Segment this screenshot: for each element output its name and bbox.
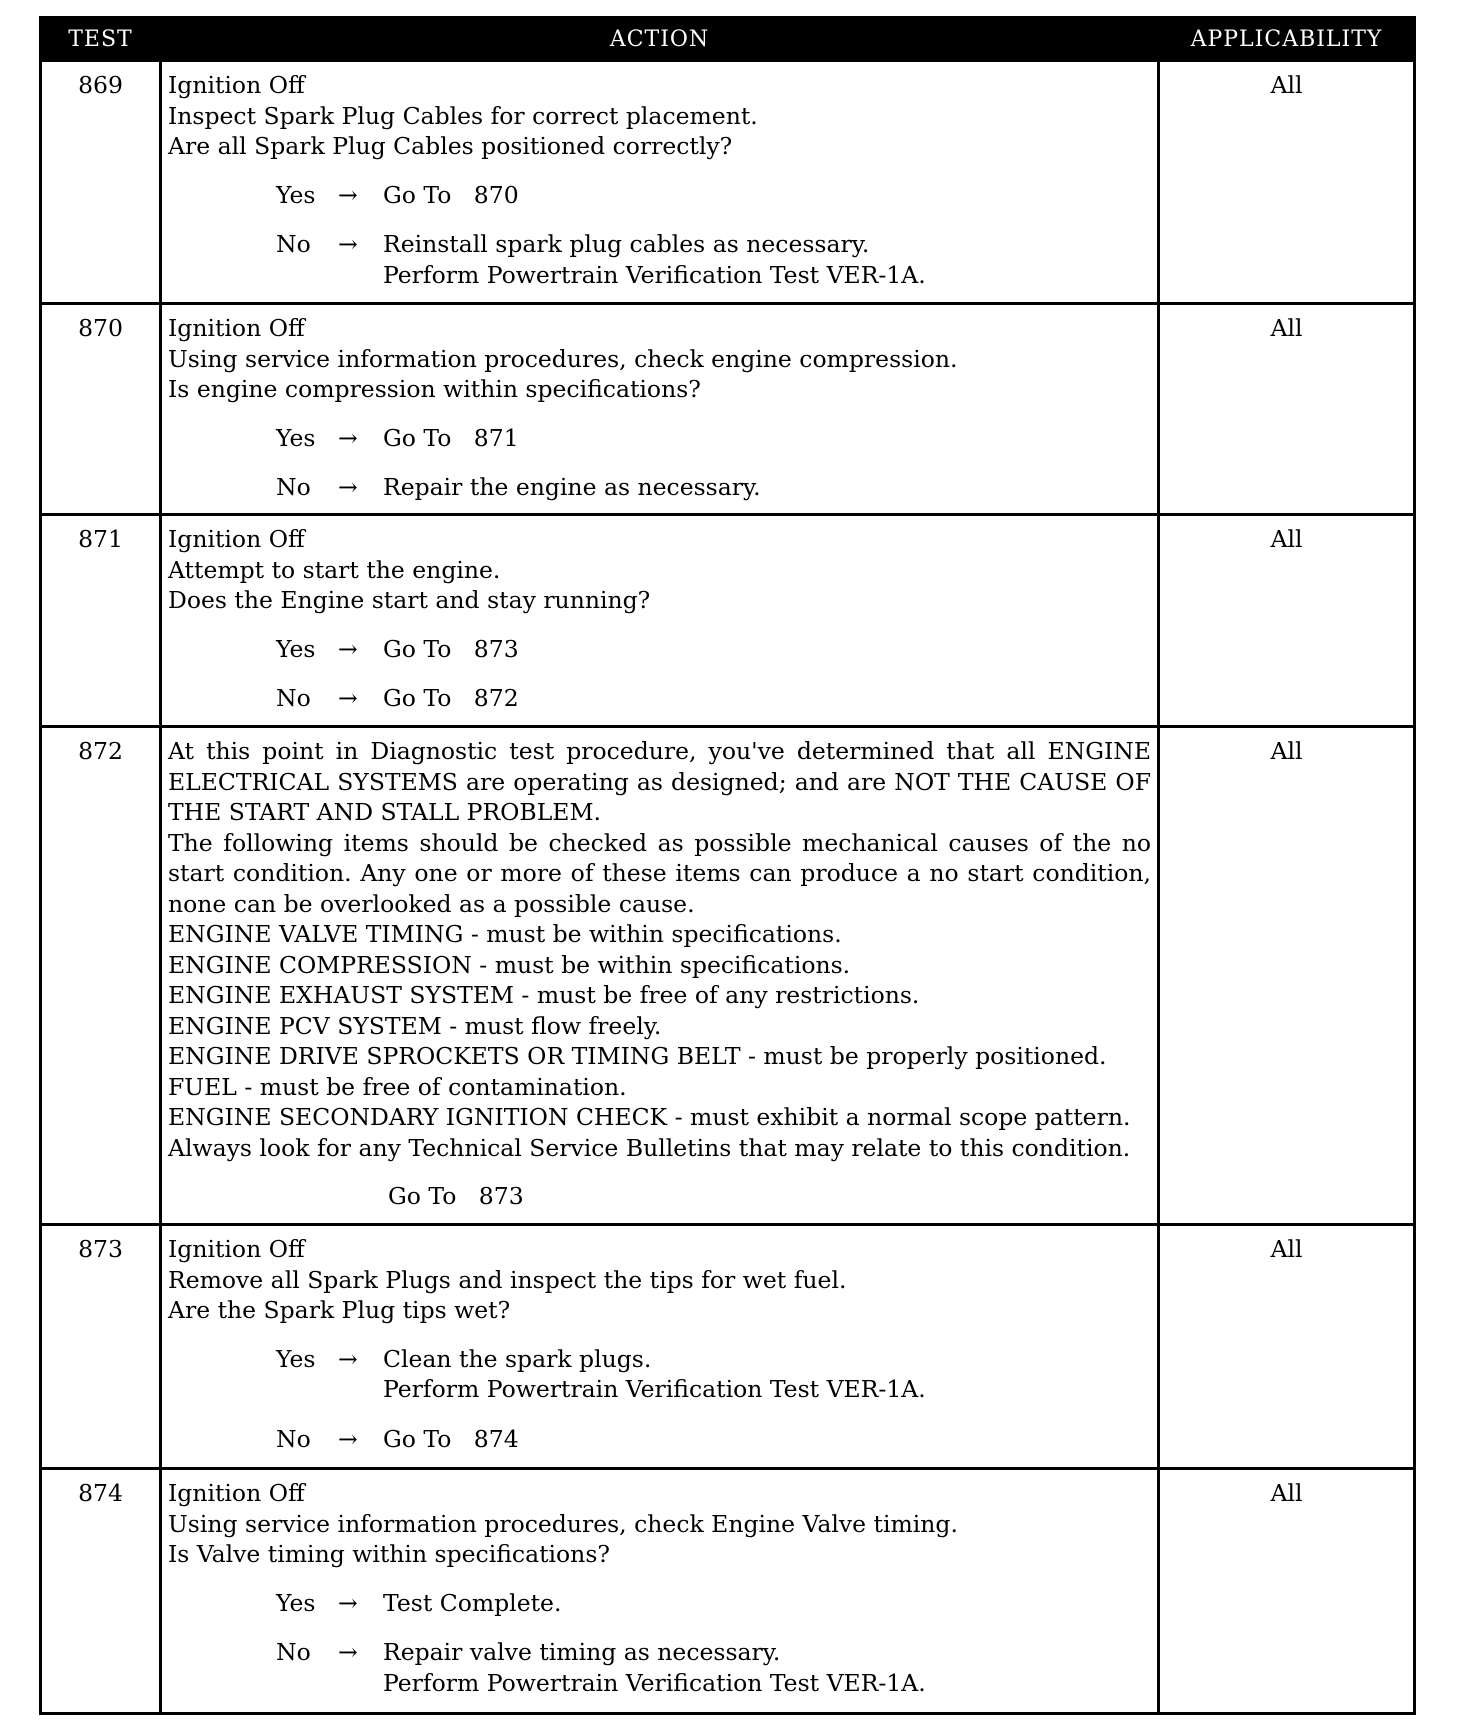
branch-no <box>168 1637 1151 1698</box>
action-line: Ignition Off <box>168 71 305 99</box>
action-line: Using service information procedures, check Engine Valve timing. <box>168 1509 958 1538</box>
applicability-value: All <box>1159 1225 1415 1469</box>
action-line: Ignition Off <box>168 525 305 553</box>
branch-text: Test Complete. <box>383 1588 562 1617</box>
branch-no <box>168 229 1151 290</box>
answer-label: Yes <box>276 1344 316 1373</box>
branch-text: Repair valve timing as necessary. <box>383 1638 781 1666</box>
table-row <box>41 515 1415 727</box>
diagnostic-table <box>39 16 1416 1715</box>
action-line: Is Valve timing within specifications? <box>168 1540 610 1568</box>
action-line: Ignition Off <box>168 1479 305 1507</box>
branch-text: Perform Powertrain Verification Test VER-1A. <box>383 260 926 289</box>
arrow-icon: → <box>338 684 358 712</box>
check-item: ENGINE PCV SYSTEM - must flow freely. <box>168 1011 662 1040</box>
applicability-value: All <box>1159 304 1415 515</box>
table-row <box>41 1225 1415 1469</box>
branch-text: Go To 870 <box>383 180 519 209</box>
check-item: ENGINE DRIVE SPROCKETS OR TIMING BELT - must be properly positioned. <box>168 1042 1107 1070</box>
table-row <box>41 61 1415 304</box>
action-line: Ignition Off <box>168 1235 305 1263</box>
answer-label: No <box>276 1424 311 1453</box>
applicability-value: All <box>1159 1469 1415 1714</box>
branch-no <box>168 1424 1151 1455</box>
test-number: 874 <box>41 1469 161 1714</box>
test-number: 872 <box>41 727 161 1225</box>
table-row <box>41 727 1415 1225</box>
branch-yes <box>168 180 1151 211</box>
answer-label: Yes <box>276 423 316 452</box>
branch-yes <box>168 423 1151 454</box>
table-header <box>41 18 1415 61</box>
action-line: Are all Spark Plug Cables positioned correctly? <box>168 132 733 160</box>
branch-no <box>168 683 1151 714</box>
table-body <box>41 61 1415 1714</box>
arrow-icon: → <box>338 473 358 501</box>
arrow-icon: → <box>338 230 358 258</box>
diagnostic-document <box>39 16 1413 1715</box>
branch-yes <box>168 634 1151 665</box>
check-item: ENGINE VALVE TIMING - must be within specifications. <box>168 920 842 948</box>
header-applicability: APPLICABILITY <box>1159 18 1415 61</box>
test-number: 869 <box>41 61 161 304</box>
action-line: Attempt to start the engine. <box>168 555 501 584</box>
action-cell <box>161 1225 1159 1469</box>
branch-text: Go To 873 <box>383 634 519 663</box>
header-test: TEST <box>41 18 161 61</box>
branch-yes <box>168 1588 1151 1619</box>
action-line: Does the Engine start and stay running? <box>168 586 651 614</box>
action-line: Ignition Off <box>168 314 305 342</box>
goto-instruction: Go To 873 <box>388 1182 524 1210</box>
answer-label: Yes <box>276 180 316 209</box>
action-line: Is engine compression within specifications? <box>168 375 701 403</box>
arrow-icon: → <box>338 1424 358 1453</box>
branch-text: Reinstall spark plug cables as necessary. <box>383 230 870 258</box>
answer-label: Yes <box>276 1588 316 1617</box>
check-item: ENGINE SECONDARY IGNITION CHECK - must exhibit a normal scope pattern. <box>168 1103 1131 1131</box>
action-cell <box>161 515 1159 727</box>
branch-text: Go To 874 <box>383 1424 519 1453</box>
answer-label: No <box>276 473 311 501</box>
action-cell <box>161 304 1159 515</box>
action-line: Inspect Spark Plug Cables for correct placement. <box>168 101 758 130</box>
arrow-icon: → <box>338 1344 358 1373</box>
branch-text: Perform Powertrain Verification Test VER-1A. <box>383 1668 926 1697</box>
answer-label: No <box>276 1638 311 1666</box>
answer-label: No <box>276 684 311 712</box>
test-number: 870 <box>41 304 161 515</box>
mechanical-causes-paragraph: The following items should be checked as possible mechanical causes of the no start condition. Any one or more of these items can produce a no start condition, none can be overlooked as a possible cause. <box>168 828 1151 918</box>
arrow-icon: → <box>338 634 358 663</box>
answer-label: No <box>276 230 311 258</box>
arrow-icon: → <box>338 180 358 209</box>
applicability-value: All <box>1159 515 1415 727</box>
table-row <box>41 1469 1415 1714</box>
check-item: ENGINE COMPRESSION - must be within specifications. <box>168 950 851 979</box>
action-line: Using service information procedures, check engine compression. <box>168 344 958 373</box>
test-number: 871 <box>41 515 161 727</box>
action-cell <box>161 61 1159 304</box>
check-item: FUEL - must be free of contamination. <box>168 1072 627 1101</box>
applicability-value: All <box>1159 61 1415 304</box>
action-line: Are the Spark Plug tips wet? <box>168 1296 511 1324</box>
branch-text: Perform Powertrain Verification Test VER-1A. <box>383 1375 926 1403</box>
applicability-value: All <box>1159 727 1415 1225</box>
branch-yes <box>168 1344 1151 1405</box>
action-line: Remove all Spark Plugs and inspect the tips for wet fuel. <box>168 1265 847 1294</box>
branch-text: Repair the engine as necessary. <box>383 473 761 501</box>
check-item: ENGINE EXHAUST SYSTEM - must be free of any restrictions. <box>168 981 920 1009</box>
header-action: ACTION <box>161 18 1159 61</box>
test-number: 873 <box>41 1225 161 1469</box>
action-cell <box>161 727 1159 1225</box>
branch-text: Go To 872 <box>383 684 519 712</box>
table-row <box>41 304 1415 515</box>
answer-label: Yes <box>276 634 316 663</box>
arrow-icon: → <box>338 1638 358 1666</box>
branch-text: Clean the spark plugs. <box>383 1344 652 1373</box>
branch-text: Go To 871 <box>383 423 519 452</box>
arrow-icon: → <box>338 1588 358 1617</box>
conclusion-paragraph: At this point in Diagnostic test procedure, you've determined that all ENGINE ELECTRICAL SYSTEMS are operating as designed; and are NOT THE CAUSE OF THE START AND STALL PROBLEM. <box>168 737 1151 826</box>
action-cell <box>161 1469 1159 1714</box>
arrow-icon: → <box>338 423 358 452</box>
check-item: Always look for any Technical Service Bulletins that may relate to this condition. <box>168 1133 1131 1162</box>
branch-no <box>168 472 1151 503</box>
